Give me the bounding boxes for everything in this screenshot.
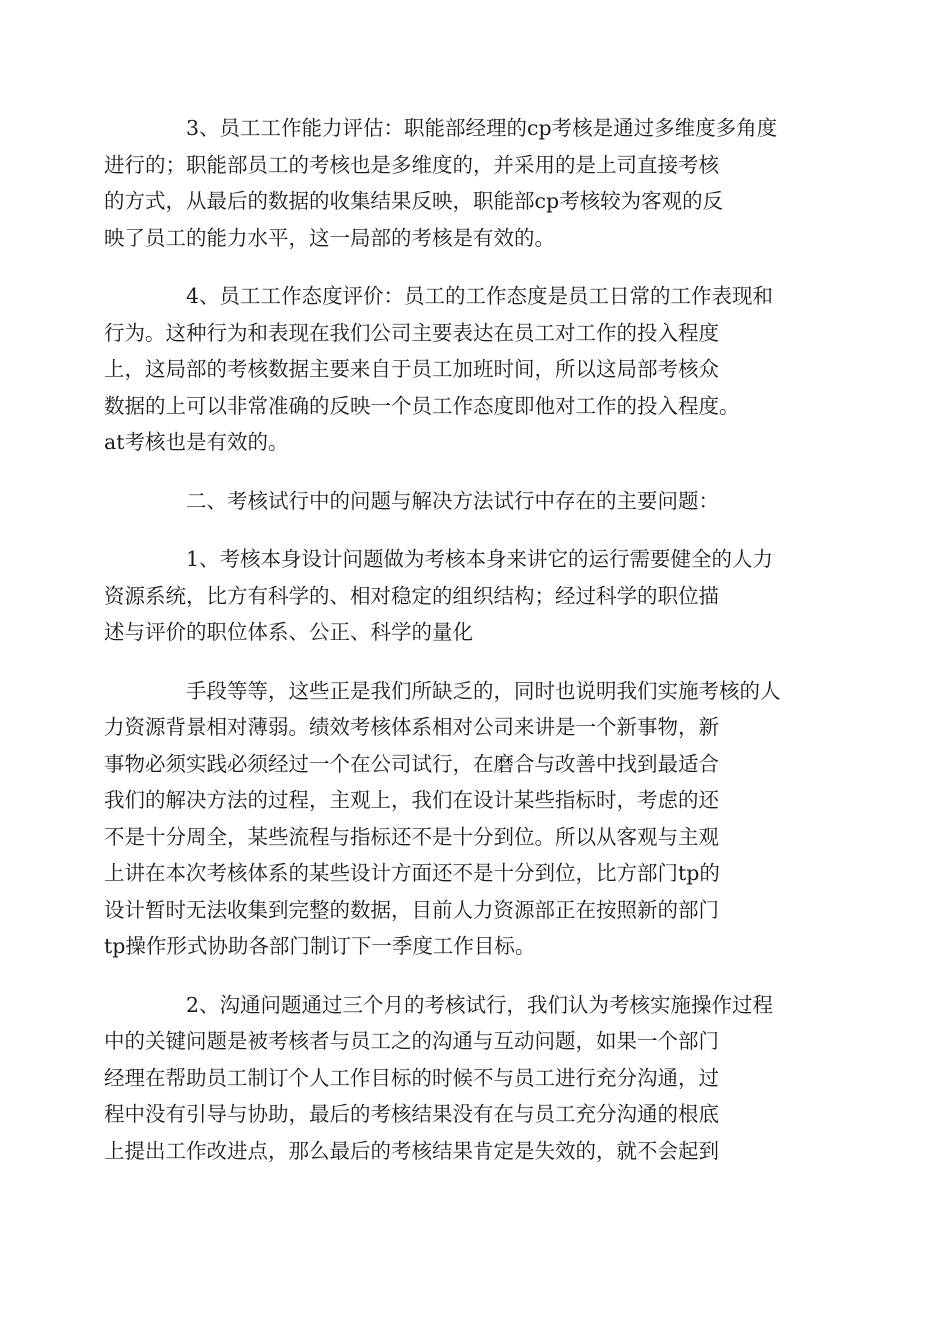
text-line: tp操作形式协助各部门制订下一季度工作目标。	[104, 934, 536, 958]
text-line: 手段等等，这些正是我们所缺乏的，同时也说明我们实施考核的人	[186, 678, 781, 703]
text-line: 资源系统，比方有科学的、相对稳定的组织结构；经过科学的职位描	[104, 583, 719, 608]
text-line: 经理在帮助员工制订个人工作目标的时候不与员工进行充分沟通，过	[104, 1065, 719, 1090]
section-heading-problems	[145, 483, 805, 520]
text-line: 上提出工作改进点，那么最后的考核结果肯定是失效的，就不会起到	[104, 1138, 719, 1163]
document-body	[104, 110, 805, 1191]
paragraph-means	[104, 673, 805, 965]
paragraph-design-problem	[104, 541, 805, 651]
text-line: 数据的上可以非常准确的反映一个员工作态度即他对工作的投入程度。	[104, 393, 740, 418]
text-line: 映了员工的能力水平，这一局部的考核是有效的。	[104, 225, 555, 250]
text-line: 不是十分周全，某些流程与指标还不是十分到位。所以从客观与主观	[104, 824, 719, 849]
text-line: 的方式，从最后的数据的收集结果反映，职能部cp考核较为客观的反	[104, 189, 724, 213]
text-line: 上，这局部的考核数据主要来自于员工加班时间，所以这局部考核众	[104, 357, 719, 381]
text-line: 进行的；职能部员工的考核也是多维度的，并采用的是上司直接考核	[104, 152, 719, 177]
text-line: 我们的解决方法的过程，主观上，我们在设计某些指标时，考虑的还	[104, 788, 719, 812]
paragraph-attitude-evaluation	[104, 278, 805, 461]
text-line: 程中没有引导与协助，最后的考核结果没有在与员工充分沟通的根底	[104, 1102, 719, 1126]
text-line: 力资源背景相对薄弱。绩效考核体系相对公司来讲是一个新事物，新	[104, 715, 719, 739]
text-line: 上讲在本次考核体系的某些设计方面还不是十分到位，比方部门tp的	[104, 861, 720, 885]
text-line: 4、员工工作态度评价：员工的工作态度是员工日常的工作表现和	[186, 284, 774, 308]
paragraph-communication-problem	[104, 987, 805, 1170]
text-line: 设计暂时无法收集到完整的数据，目前人力资源部正在按照新的部门	[104, 897, 719, 922]
text-line: 中的关键问题是被考核者与员工之的沟通与互动问题，如果一个部门	[104, 1029, 719, 1053]
text-line: 2、沟通问题通过三个月的考核试行，我们认为考核实施操作过程	[186, 992, 774, 1017]
text-line: 述与评价的职位体系、公正、科学的量化	[104, 620, 473, 644]
text-line: 3、员工工作能力评估：职能部经理的cp考核是通过多维度多角度	[186, 116, 778, 140]
text-line: 1、考核本身设计问题做为考核本身来讲它的运行需要健全的人力	[186, 547, 774, 571]
text-line: 事物必须实践必须经过一个在公司试行，在磨合与改善中找到最适合	[104, 751, 719, 776]
text-line: 二、考核试行中的问题与解决方法试行中存在的主要问题：	[186, 488, 719, 513]
text-line: at考核也是有效的。	[104, 430, 289, 454]
paragraph-ability-assessment	[104, 110, 805, 256]
text-line: 行为。这种行为和表现在我们公司主要表达在员工对工作的投入程度	[104, 320, 719, 345]
